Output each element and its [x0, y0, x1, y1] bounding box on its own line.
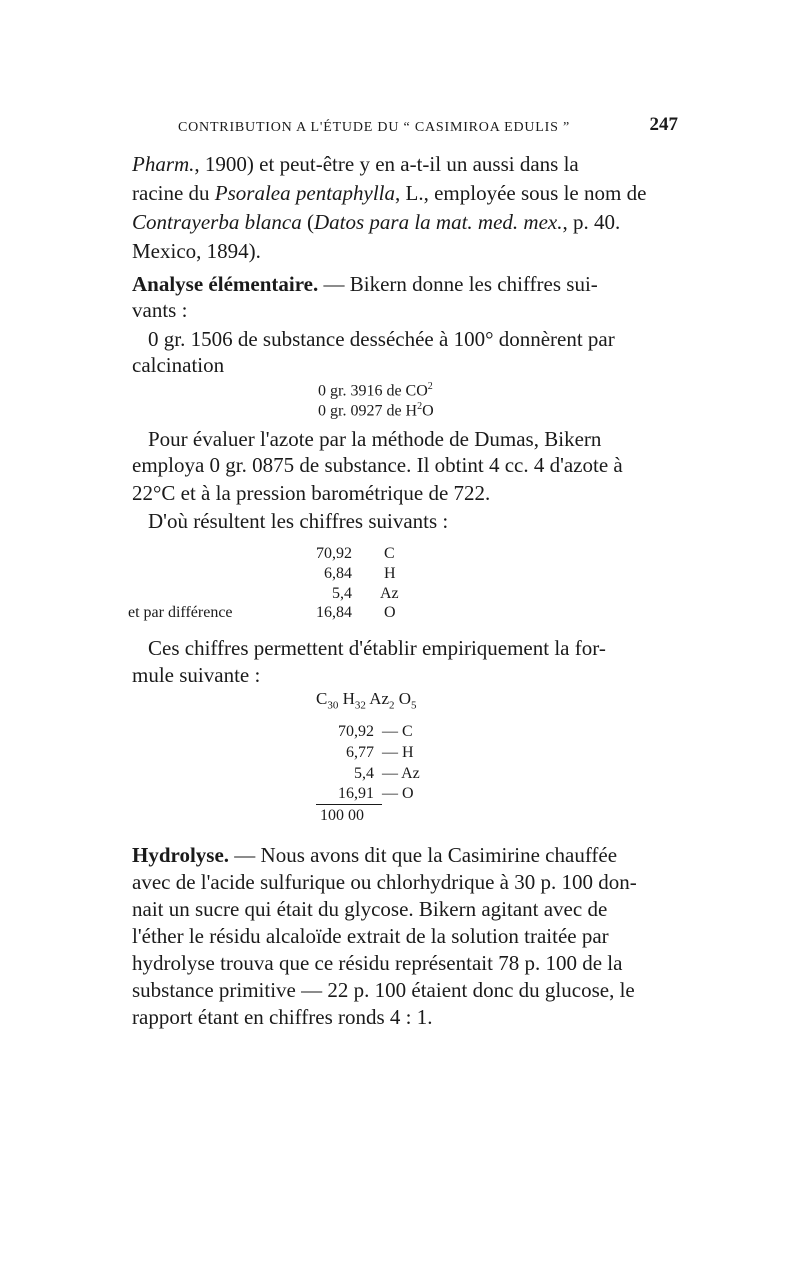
journal-abbrev: Pharm. — [132, 152, 195, 176]
co2-text: 0 gr. 3916 de CO — [318, 382, 428, 400]
analyse-line-2: vants : — [132, 298, 188, 322]
hydrolyse-text-1: — Nous avons dit que la Casimirine chauffée — [229, 843, 618, 867]
intro-text-2b: , L., employée sous le nom de — [395, 181, 647, 205]
f-h: H — [342, 689, 355, 708]
t2-element-2: — H — [382, 744, 414, 761]
hydrolyse-line-4: l'éther le résidu alcaloïde extrait de la solution traitée par — [132, 924, 609, 948]
co2-sup: 2 — [427, 381, 433, 392]
chemical-formula — [316, 689, 417, 715]
t2-element-4: — O — [382, 785, 414, 802]
header-title: CONTRIBUTION A L'ÉTUDE DU “ CASIMIROA EDULIS ” — [178, 120, 571, 135]
hydrolyse-line-5: hydrolyse trouva que ce résidu représentait 78 p. 100 de la — [132, 951, 623, 975]
analyse-line-1 — [132, 270, 598, 299]
reference-title: Datos para la mat. med. mex. — [313, 210, 563, 234]
common-name: Contrayerba blanca — [132, 210, 302, 234]
h2o-sup: 2 — [417, 401, 423, 412]
intro-text-3b: , p. 40. — [562, 210, 621, 234]
t1-element-4: O — [384, 604, 396, 621]
t2-total: 100 00 — [320, 807, 364, 824]
analyse-text-1: — Bikern donne les chiffres sui- — [318, 272, 598, 296]
intro-text-3a: ( — [301, 210, 314, 234]
intro-line-4: Mexico, 1894). — [132, 239, 261, 263]
t1-label: et par différence — [128, 604, 233, 621]
f-az-sub: 2 — [389, 699, 395, 712]
hydrolyse-line-1 — [132, 841, 617, 870]
t2-value-4: 16,91 — [338, 785, 374, 802]
intro-line-3 — [132, 208, 620, 237]
t1-element-3: Az — [380, 585, 399, 602]
h2o-end: O — [422, 402, 434, 420]
t1-value-3: 5,4 — [332, 585, 352, 602]
azote-line-4: D'où résultent les chiffres suivants : — [148, 509, 449, 533]
h2o-value — [318, 397, 434, 421]
sum-rule — [316, 804, 382, 805]
hydrolyse-line-7: rapport étant en chiffres ronds 4 : 1. — [132, 1005, 433, 1029]
f-h-sub: 32 — [354, 699, 366, 712]
azote-line-3: 22°C et à la pression barométrique de 722. — [132, 481, 491, 505]
t2-value-1: 70,92 — [338, 723, 374, 740]
t2-element-3: — Az — [382, 765, 420, 782]
f-c-sub: 30 — [327, 699, 339, 712]
hydrolyse-line-6: substance primitive — 22 p. 100 étaient donc du glucose, le — [132, 978, 635, 1002]
t2-value-2: 6,77 — [346, 744, 374, 761]
intro-line-2 — [132, 179, 646, 208]
formule-line-2: mule suivante : — [132, 663, 261, 687]
intro-text-2a: racine du — [132, 181, 215, 205]
analyse-line-4: calcination — [132, 353, 225, 377]
t1-element-1: C — [384, 545, 395, 562]
hydrolyse-line-3: nait un sucre qui était du glycose. Bikern agitant avec de — [132, 897, 608, 921]
analyse-line-3: 0 gr. 1506 de substance desséchée à 100° donnèrent par — [148, 327, 615, 351]
f-o-sub: 5 — [411, 699, 417, 712]
t1-value-4: 16,84 — [316, 604, 352, 621]
running-header — [178, 114, 678, 142]
azote-line-2: employa 0 gr. 0875 de substance. Il obtint 4 cc. 4 d'azote à — [132, 453, 623, 477]
page-number: 247 — [649, 114, 678, 135]
hydrolyse-line-2: avec de l'acide sulfurique ou chlorhydrique à 30 p. 100 don- — [132, 870, 637, 894]
h2o-text: 0 gr. 0927 de H — [318, 402, 418, 420]
section-heading-hydrolyse: Hydrolyse. — [132, 843, 230, 867]
t2-element-1: — C — [382, 723, 413, 740]
azote-line-1: Pour évaluer l'azote par la méthode de Dumas, Bikern — [148, 427, 602, 451]
t1-value-2: 6,84 — [324, 565, 352, 582]
intro-text-1: , 1900) et peut-être y en a-t-il un aussi dans la — [194, 152, 579, 176]
t2-value-3: 5,4 — [354, 765, 374, 782]
f-c: C — [316, 689, 328, 708]
section-heading-analyse: Analyse élémentaire. — [132, 272, 319, 296]
formule-line-1: Ces chiffres permettent d'établir empiriquement la for- — [148, 636, 606, 660]
species-name: Psoralea pentaphylla — [214, 181, 396, 205]
intro-line-1 — [132, 150, 579, 179]
t1-element-2: H — [384, 565, 396, 582]
f-az: Az — [369, 689, 390, 708]
t1-value-1: 70,92 — [316, 545, 352, 562]
f-o: O — [398, 689, 412, 708]
